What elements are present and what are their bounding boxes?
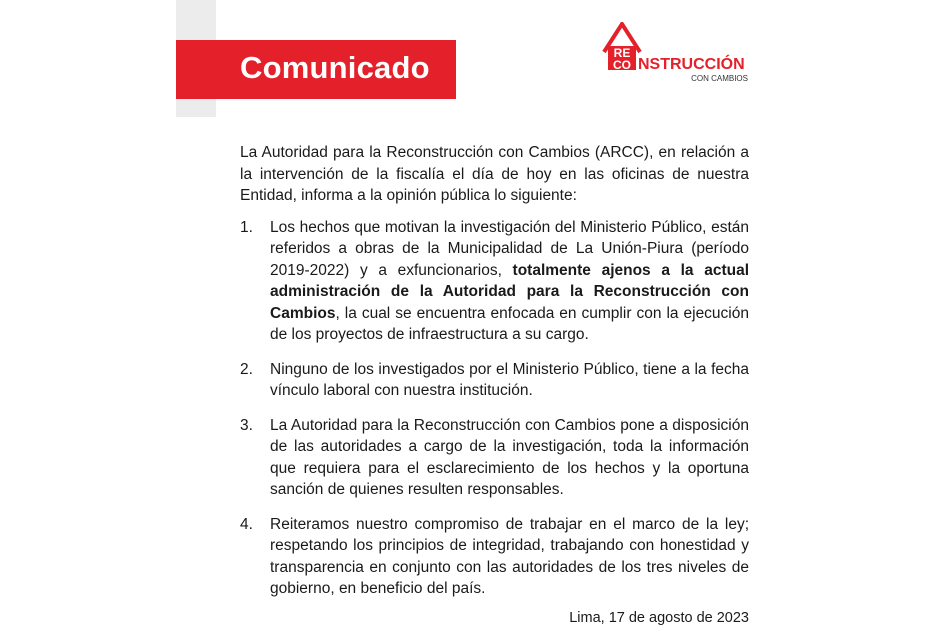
reconstruccion-logo	[602, 22, 752, 86]
place-date: Lima, 17 de agosto de 2023	[569, 610, 749, 626]
intro-paragraph: La Autoridad para la Reconstrucción con Cambios (ARCC), en relación a la intervención de la fiscalía el día de hoy en las oficinas de nuestra Entidad, informa a la opinión pública lo siguiente:	[240, 144, 749, 204]
logo-co-text: CO	[613, 58, 631, 72]
logo-re-text: RE	[613, 46, 631, 60]
point-number: 1.	[240, 218, 253, 236]
point-number: 3.	[240, 416, 253, 434]
logo-wordmark-text: NSTRUCCIÓN	[638, 56, 745, 73]
point-number: 2.	[240, 360, 253, 378]
list-item	[240, 415, 749, 501]
point-text-bold: totalmente ajenos a la actual administración de la Autoridad para la Reconstrucción con Cambios	[270, 261, 749, 322]
point-number: 4.	[240, 515, 253, 533]
point-text: Ninguno de los investigados por el Ministerio Público, tiene a la fecha vínculo laboral con nuestra institución.	[270, 360, 749, 399]
point-text: La Autoridad para la Reconstrucción con Cambios pone a disposición de las autoridades a cargo de la investigación, toda la información que requiera para el esclarecimiento de los hechos y la oportuna sanción de quienes resulten responsables.	[270, 416, 749, 498]
communique-body	[240, 142, 749, 613]
point-text-part: , la cual se encuentra enfocada en cumplir con la ejecución de los proyectos de infraestructura a su cargo.	[270, 304, 749, 343]
logo-tagline-text: CON CAMBIOS	[691, 74, 748, 83]
house-logo-icon	[602, 22, 752, 86]
list-item	[240, 217, 749, 346]
page-title: Comunicado	[240, 50, 430, 85]
list-item	[240, 514, 749, 600]
point-text	[270, 217, 749, 346]
point-text: Reiteramos nuestro compromiso de trabajar en el marco de la ley; respetando los principios de integridad, trabajando con honestidad y transparencia en conjunto con las autoridades de los tres niveles de gobierno, en beneficio del país.	[270, 515, 749, 597]
list-item	[240, 359, 749, 402]
points-list	[240, 217, 749, 600]
point-text-part: Los hechos que motivan la investigación del Ministerio Público, están referidos a obras de la Municipalidad de La Unión-Piura (período 2019-2022) y a exfuncionarios,	[270, 218, 749, 279]
